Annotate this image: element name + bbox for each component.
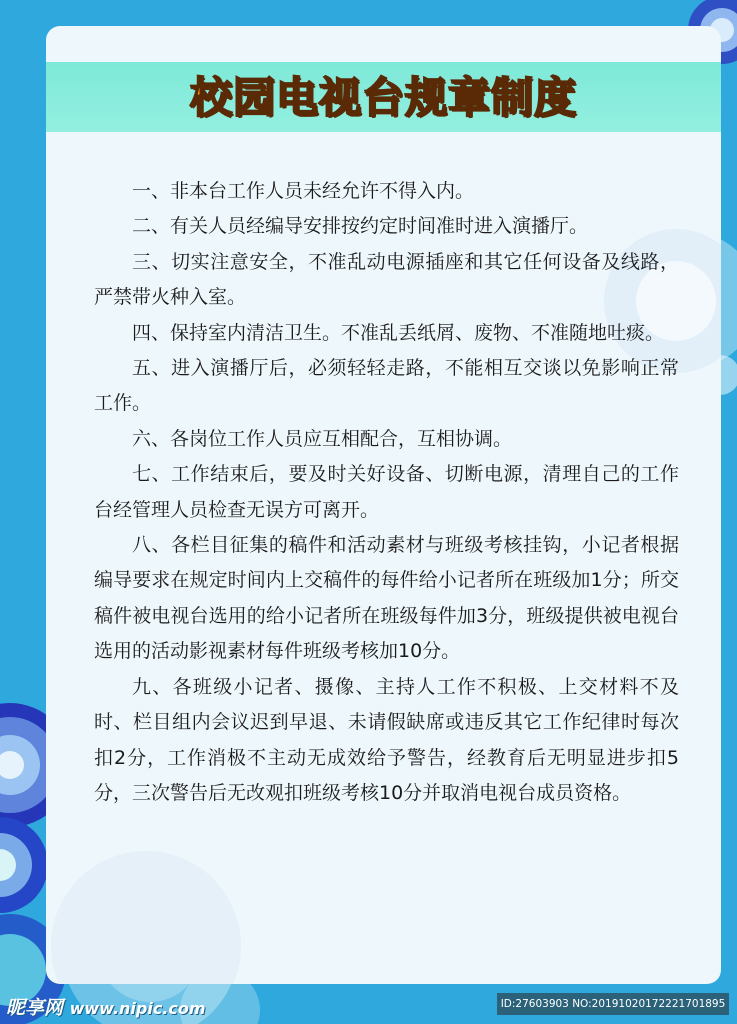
rules-list — [94, 174, 679, 811]
rule-item: 八、各栏目征集的稿件和活动素材与班级考核挂钩，小记者根据编导要求在规定时间内上交稿件的每件给小记者所在班级加1分；所交稿件被电视台选用的给小记者所在班级每件加3分，班级提供被电视台选用的活动影视素材每件班级考核加10分。 — [94, 534, 679, 663]
rule-item: 三、切实注意安全，不准乱动电源插座和其它任何设备及线路，严禁带火种入室。 — [94, 250, 679, 309]
watermark-url: www.nipic.com — [69, 999, 206, 1018]
rules-panel — [46, 26, 721, 984]
rule-item: 七、工作结束后，要及时关好设备、切断电源，清理自己的工作台经管理人员检查无误方可离开。 — [94, 463, 679, 521]
rule-item: 六、各岗位工作人员应互相配合，互相协调。 — [132, 427, 513, 450]
rule-item: 九、各班级小记者、摄像、主持人工作不积极、上交材料不及时、栏目组内会议迟到早退、未请假缺席或违反其它工作纪律时每次扣2分，工作消极不主动无成效给予警告，经教育后无明显进步扣5分，三次警告后无改观扣班级考核10分并取消电视台成员资格。 — [94, 675, 679, 804]
watermark-id: ID:27603903 NO:20191020172221701895 — [497, 993, 729, 1015]
rule-item: 二、有关人员经编导安排按约定时间准时进入演播厅。 — [132, 215, 589, 238]
rule-item: 一、非本台工作人员未经允许不得入内。 — [132, 180, 475, 202]
watermark-logo-text: 昵享网 — [6, 997, 64, 1019]
watermark-logo — [6, 993, 206, 1020]
poster-title: 校园电视台规章制度 — [189, 73, 577, 122]
rule-item: 四、保持室内清洁卫生。不准乱丢纸屑、废物、不准随地吐痰。 — [132, 321, 665, 344]
rule-item: 五、进入演播厅后，必须轻轻走路，不能相互交谈以免影响正常工作。 — [94, 357, 679, 415]
